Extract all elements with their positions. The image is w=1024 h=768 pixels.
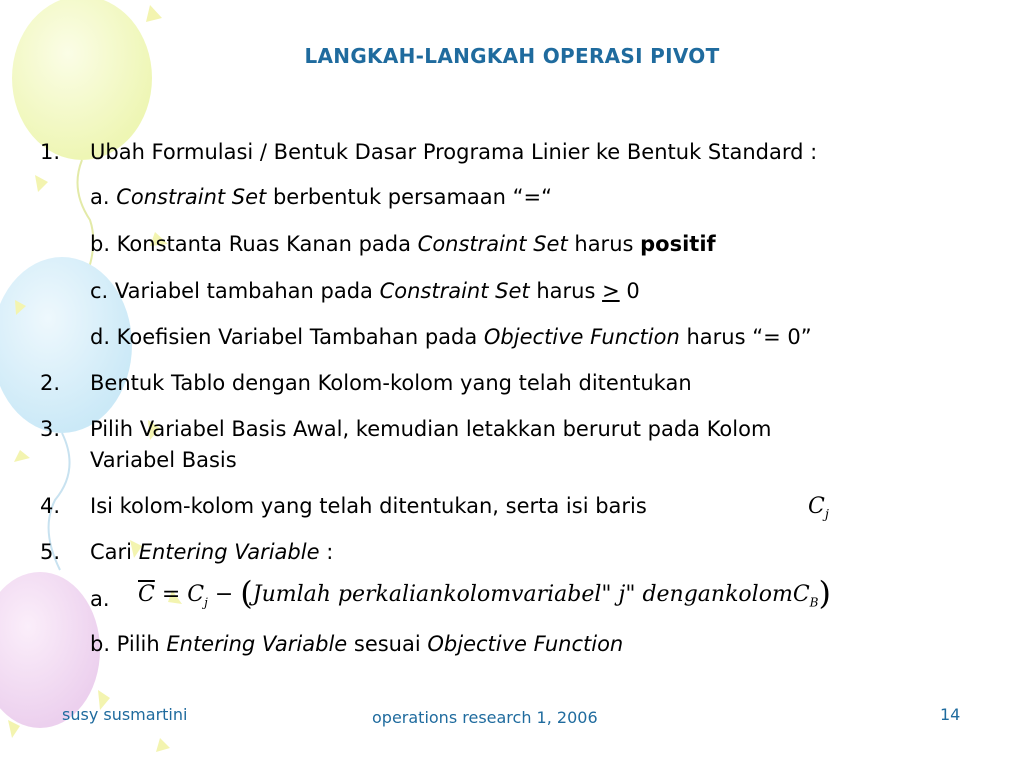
formula-minus: − [207,582,241,607]
cj-subscript: j [824,507,829,523]
list-item-text: Pilih Variabel Basis Awal, kemudian letakkan berurut pada Kolom [90,417,772,441]
formula-body: Jumlah perkaliankolomvariabel" j" dengankolomC [252,582,810,607]
formula-close-paren: ) [818,574,831,612]
sub-item-text: b. Pilih [90,632,167,656]
list-number: 5. [40,540,61,564]
list-number: 3. [40,417,61,441]
sub-item-5a-label: a. [90,587,110,611]
sub-item-italic: Constraint Set [417,232,568,256]
sub-item-italic: Objective Function [483,325,680,349]
sub-item-label: a. [90,185,117,209]
sub-item-italic: Constraint Set [116,185,267,209]
sub-item-text: harus [529,279,603,303]
cj-symbol [808,494,829,522]
list-item-text: Ubah Formulasi / Bentuk Dasar Programa Linier ke Bentuk Standard : [90,140,818,164]
list-item-text: Bentuk Tablo dengan Kolom-kolom yang telah ditentukan [90,371,692,395]
cj-c: C [808,494,825,519]
sub-item-text: 0 [619,279,640,303]
formula-b-subscript: B [809,595,819,610]
list-number: 1. [40,140,61,164]
list-item-pre: Cari [90,540,139,564]
sub-item-text: berbentuk persamaan “=“ [266,185,553,209]
sub-item-text: b. Konstanta Ruas Kanan pada [90,232,418,256]
sub-item-text: harus “= 0” [679,325,812,349]
sub-item-text: harus [567,232,641,256]
list-item-text [90,538,333,566]
sub-item-text: sesuai [347,632,428,656]
list-item-3-continuation: Variabel Basis [90,448,237,472]
list-number: 2. [40,371,61,395]
footer-course: operations research 1, 2006 [372,708,598,727]
sub-item-5b [90,630,623,658]
list-item-text: Isi kolom-kolom yang telah ditentukan, serta isi baris [90,494,647,518]
footer-page-number: 14 [940,705,961,724]
list-number: 4. [40,494,61,518]
sub-item-a [90,183,552,211]
footer-author: susy susmartini [62,705,188,724]
greater-equal-symbol: > [602,279,620,303]
sub-item-bold: positif [640,232,716,256]
sub-item-italic: Objective Function [427,632,624,656]
reduced-cost-formula [138,574,831,612]
formula-cbar: C [138,582,155,607]
sub-item-c [90,277,640,305]
page-title: LANGKAH-LANGKAH OPERASI PIVOT [304,44,720,68]
sub-item-b [90,230,716,258]
sub-item-italic: Entering Variable [166,632,348,656]
formula-equals: = [154,582,188,607]
formula-c: C [187,582,205,607]
formula-open-paren: ( [240,574,253,612]
sub-item-d [90,323,812,351]
sub-item-text: d. Koefisien Variabel Tambahan pada [90,325,484,349]
sub-item-text: c. Variabel tambahan pada [90,279,380,303]
formula-j-subscript: j [204,595,208,610]
sub-item-italic: Constraint Set [379,279,530,303]
list-item-post: : [319,540,334,564]
list-item-italic: Entering Variable [138,540,320,564]
